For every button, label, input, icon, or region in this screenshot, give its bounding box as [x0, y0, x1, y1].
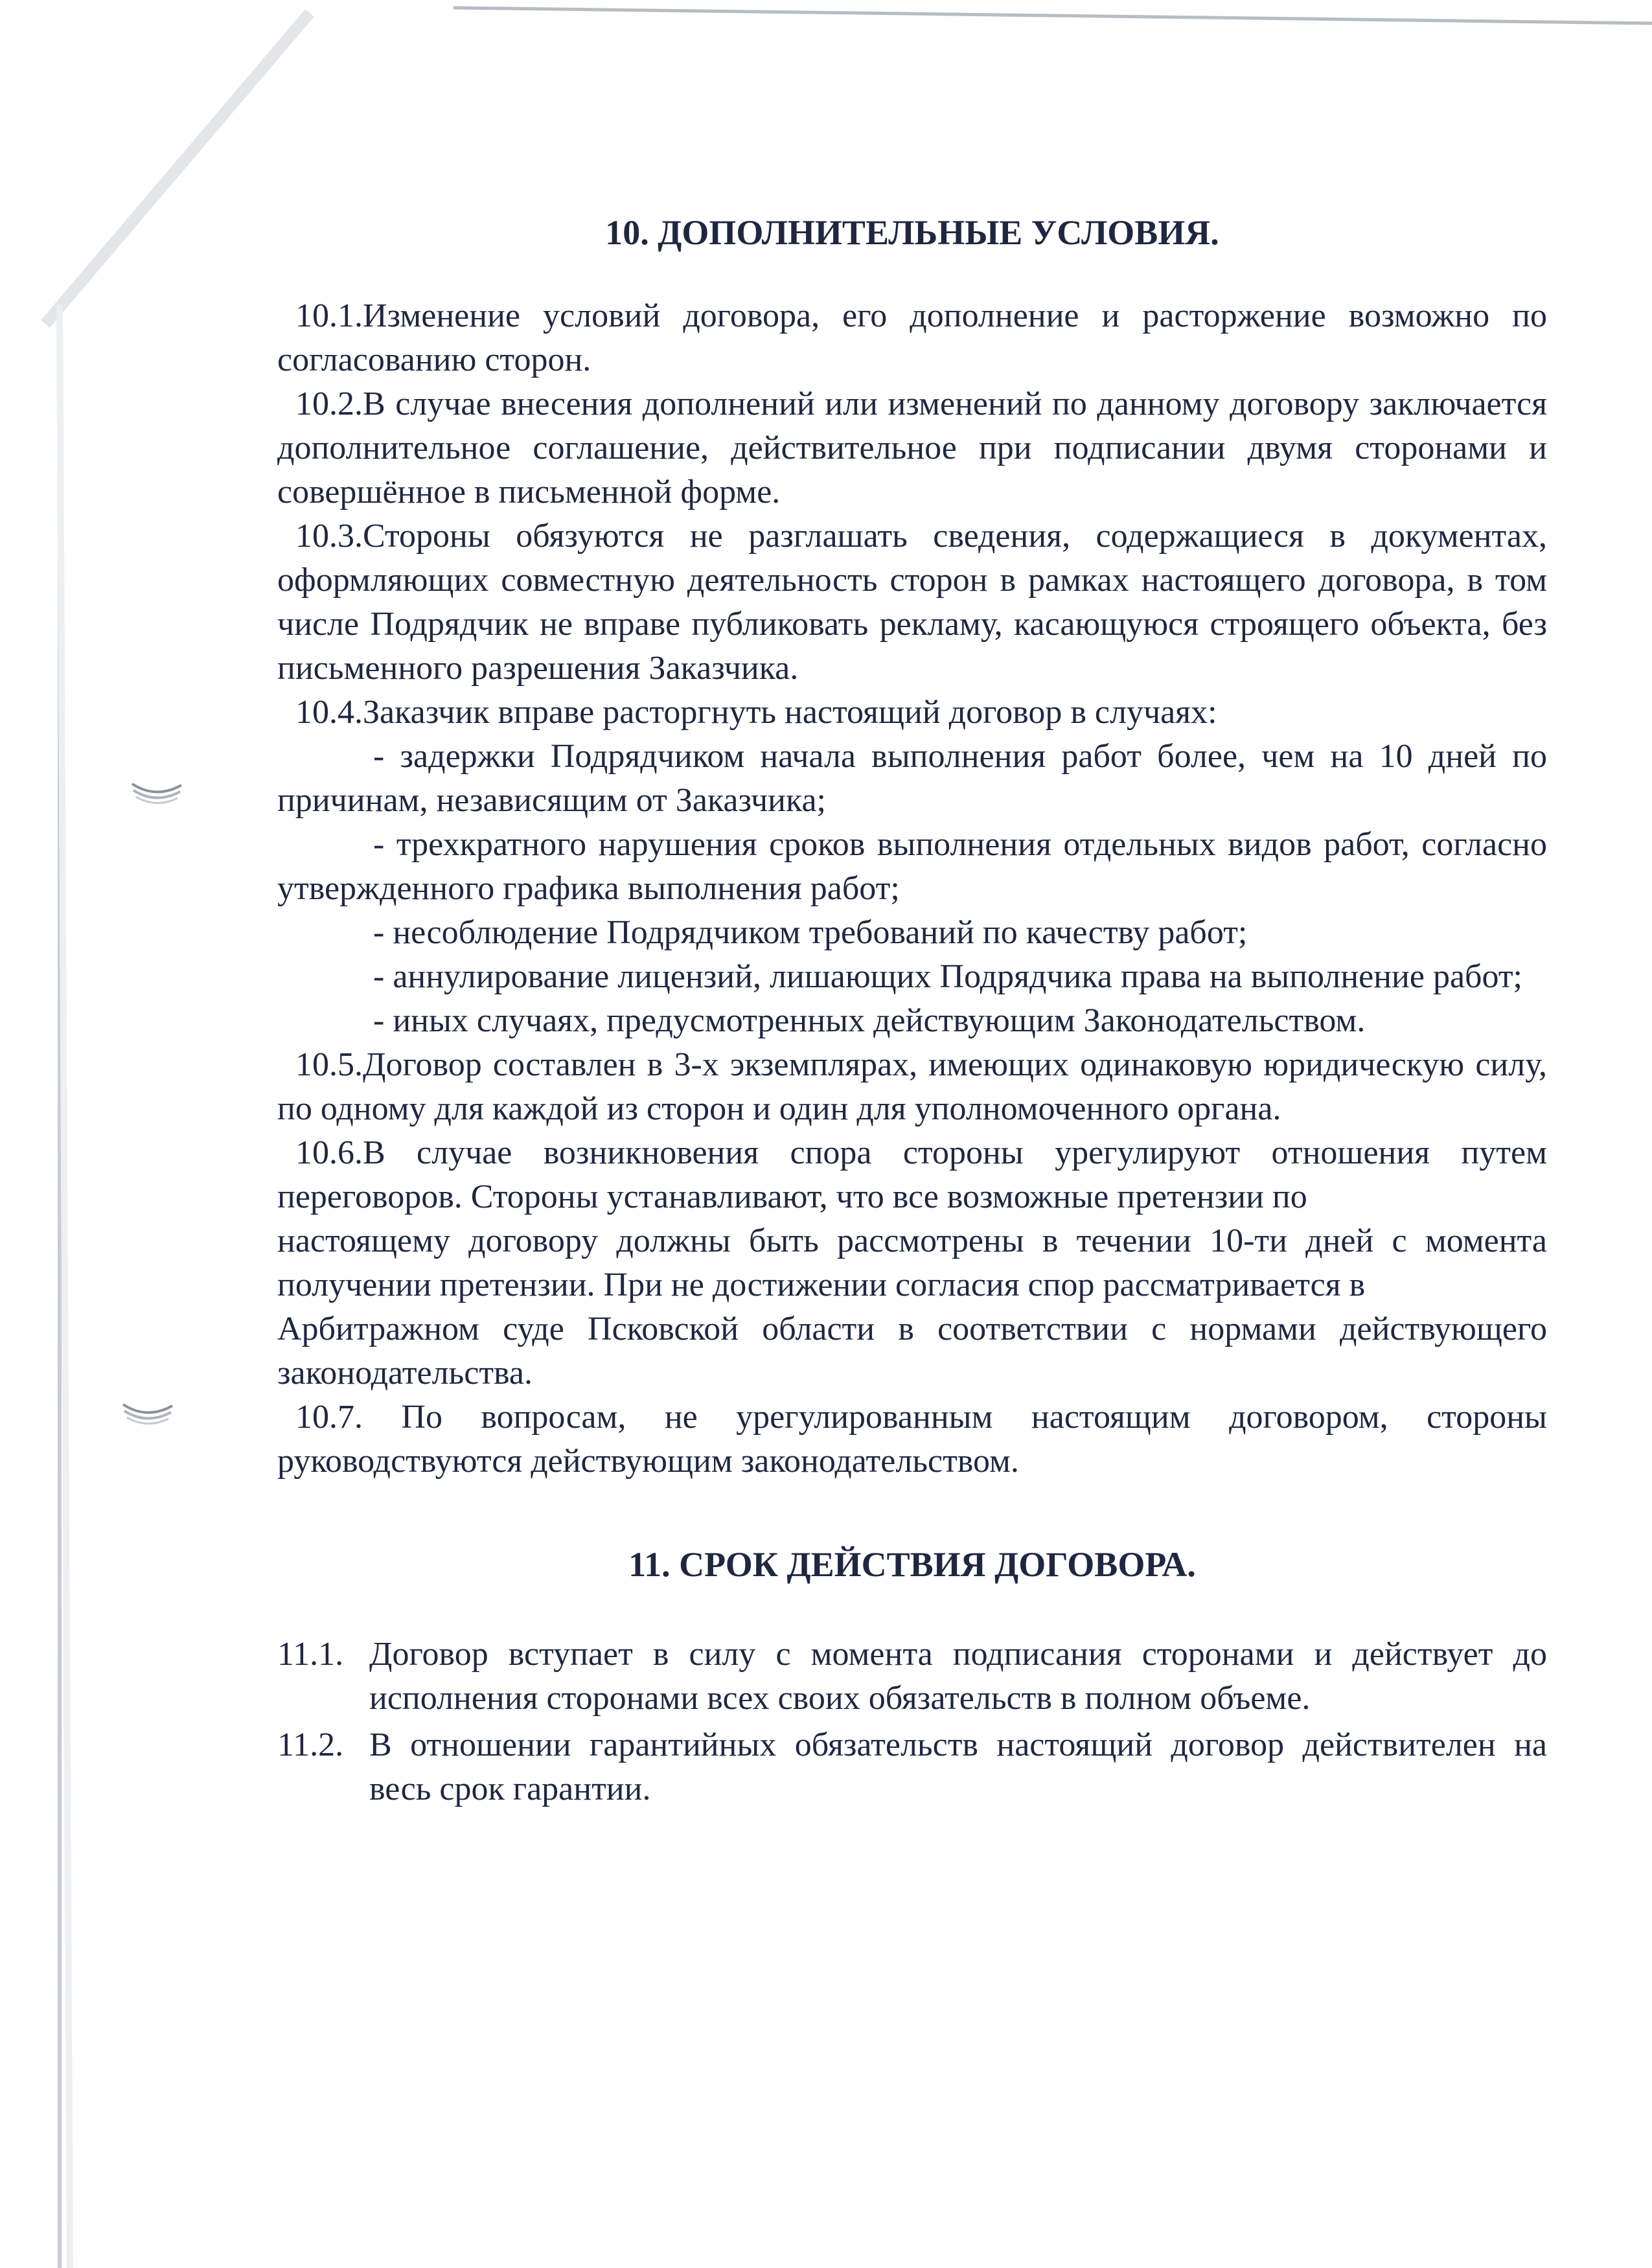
clause-10-4: 10.4.Заказчик вправе расторгнуть настоящий договор в случаях:: [295, 694, 1217, 731]
clause-number: 11.2.: [277, 1726, 344, 1763]
section-11-list: [277, 1632, 1547, 1811]
clause-10-5: 10.5.Договор составлен в 3-х экземплярах, имеющих одинаковую юридическую силу, по одному для каждой из сторон и один для уполномоченного органа.: [277, 1046, 1547, 1127]
clause-10-3: 10.3.Стороны обязуются не разглашать сведения, содержащиеся в документах, оформляющих совместную деятельность сторон в рамках настоящего договора, в том числе Подрядчик не вправе публиковать рекламу, касающуюся строящего объекта, без письменного разрешения Заказчика.: [277, 518, 1547, 687]
clause-10-2: 10.2.В случае внесения дополнений или изменений по данному договору заключается дополнительное соглашение, действительное при подписании двумя сторонами и совершённое в письменной форме.: [277, 385, 1547, 510]
clause-10-6-part: настоящему договору должны быть рассмотрены в течении 10-ти дней с момента получении претензии. При не достижении согласия спор рассматривается в: [277, 1222, 1547, 1303]
section-10-title: 10. ДОПОЛНИТЕЛЬНЫЕ УСЛОВИЯ.: [605, 213, 1219, 252]
section-11-title: 11. СРОК ДЕЙСТВИЯ ДОГОВОРА.: [628, 1545, 1196, 1584]
clause-text: Договор вступает в силу с момента подписания сторонами и действует до исполнения сторонами всех своих обязательств в полном объеме.: [369, 1636, 1547, 1717]
clause-10-1: 10.1.Изменение условий договора, его дополнение и расторжение возможно по согласованию сторон.: [277, 297, 1547, 378]
clause-number: 11.1.: [277, 1636, 344, 1673]
termination-case: - аннулирование лицензий, лишающих Подрядчика права на выполнение работ;: [373, 958, 1522, 995]
clause-10-7: 10.7. По вопросам, не урегулированным настоящим договором, стороны руководствуются действующим законодательством.: [277, 1399, 1547, 1480]
clause-11-2: [277, 1723, 1547, 1811]
document-body: [277, 194, 1547, 1814]
termination-case: - задержки Подрядчиком начала выполнения работ более, чем на 10 дней по причинам, независящим от Заказчика;: [277, 738, 1547, 819]
clause-10-6-part: 10.6.В случае возникновения спора стороны урегулируют отношения путем переговоров. Стороны устанавливают, что все возможные претензии по: [277, 1134, 1547, 1215]
termination-case: - трехкратного нарушения сроков выполнения отдельных видов работ, согласно утвержденного графика выполнения работ;: [277, 826, 1547, 907]
punch-hole-mark: [118, 1398, 176, 1426]
clause-11-1: [277, 1632, 1547, 1721]
termination-case: - иных случаях, предусмотренных действующим Законодательством.: [373, 1002, 1366, 1039]
clause-text: В отношении гарантийных обязательств настоящий договор действителен на весь срок гарантии.: [369, 1726, 1547, 1807]
termination-case: - несоблюдение Подрядчиком требований по качеству работ;: [373, 914, 1248, 951]
clause-10-6-part: Арбитражном суде Псковской области в соответствии с нормами действующего законодательства.: [277, 1311, 1547, 1392]
punch-hole-mark: [127, 777, 185, 806]
